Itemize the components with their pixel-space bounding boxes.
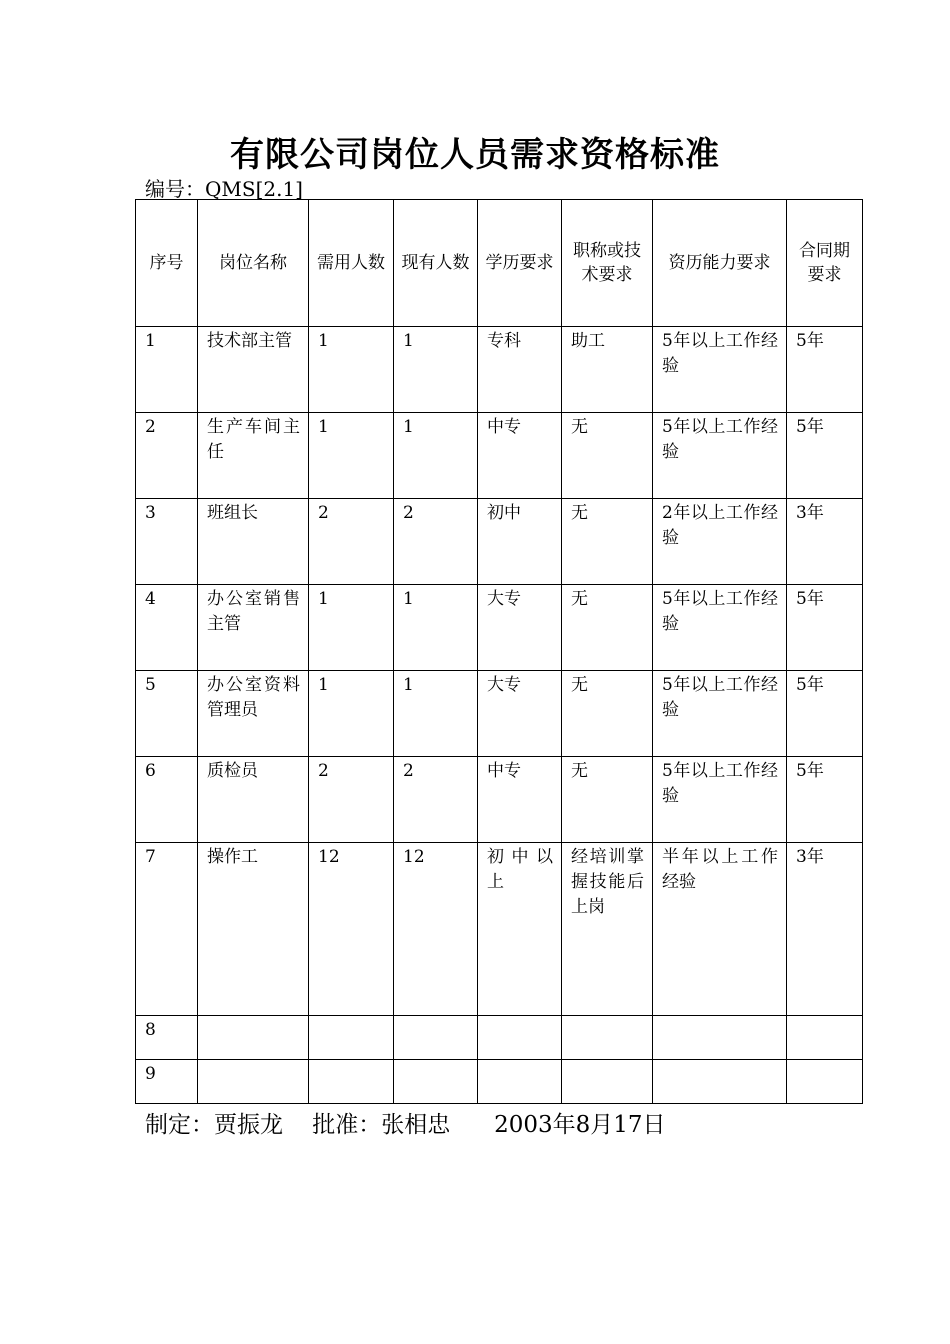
cell-education: 大专 — [478, 671, 562, 757]
cell-position: 质检员 — [198, 757, 309, 843]
cell-experience — [653, 1060, 787, 1104]
cell-required: 1 — [309, 413, 394, 499]
cell-required — [309, 1016, 394, 1060]
header-cell: 现有人数 — [394, 200, 478, 327]
cell-position: 办公室销售主管 — [198, 585, 309, 671]
cell-education: 专科 — [478, 327, 562, 413]
document-title: 有限公司岗位人员需求资格标准 — [230, 135, 720, 175]
table-row — [136, 499, 863, 585]
cell-experience: 5年以上工作经验 — [653, 413, 787, 499]
cell-contract: 3年 — [787, 843, 863, 1016]
table-row — [136, 1060, 863, 1104]
table-row — [136, 327, 863, 413]
cell-experience — [653, 1016, 787, 1060]
cell-experience: 半年以上工作经验 — [653, 843, 787, 1016]
cell-current: 2 — [394, 757, 478, 843]
cell-title — [562, 1060, 653, 1104]
table-header-row — [136, 200, 863, 327]
table-row — [136, 757, 863, 843]
cell-position: 技术部主管 — [198, 327, 309, 413]
cell-current: 1 — [394, 413, 478, 499]
cell-current: 2 — [394, 499, 478, 585]
cell-current: 12 — [394, 843, 478, 1016]
cell-position — [198, 1016, 309, 1060]
cell-index: 9 — [136, 1060, 198, 1104]
cell-index: 7 — [136, 843, 198, 1016]
cell-contract: 5年 — [787, 671, 863, 757]
signature-line: 制定：贾振龙 批准：张相忠 2003年8月17日 — [145, 1112, 666, 1138]
header-cell: 职称或技术要求 — [562, 200, 653, 327]
cell-education: 大专 — [478, 585, 562, 671]
cell-title: 无 — [562, 757, 653, 843]
cell-required: 2 — [309, 499, 394, 585]
cell-experience: 5年以上工作经验 — [653, 757, 787, 843]
cell-current: 1 — [394, 327, 478, 413]
cell-experience: 5年以上工作经验 — [653, 585, 787, 671]
cell-position: 班组长 — [198, 499, 309, 585]
cell-contract: 5年 — [787, 413, 863, 499]
cell-education — [478, 1016, 562, 1060]
cell-contract: 5年 — [787, 585, 863, 671]
cell-position: 办公室资料管理员 — [198, 671, 309, 757]
cell-education: 初中 — [478, 499, 562, 585]
cell-experience: 5年以上工作经验 — [653, 327, 787, 413]
cell-current: 1 — [394, 671, 478, 757]
cell-index: 5 — [136, 671, 198, 757]
cell-education: 中专 — [478, 757, 562, 843]
cell-title: 经培训掌握技能后上岗 — [562, 843, 653, 1016]
cell-required: 1 — [309, 671, 394, 757]
cell-title: 无 — [562, 585, 653, 671]
cell-position: 操作工 — [198, 843, 309, 1016]
cell-education — [478, 1060, 562, 1104]
cell-required: 1 — [309, 327, 394, 413]
table-row — [136, 843, 863, 1016]
cell-index: 6 — [136, 757, 198, 843]
cell-required: 12 — [309, 843, 394, 1016]
cell-position: 生产车间主任 — [198, 413, 309, 499]
cell-experience: 5年以上工作经验 — [653, 671, 787, 757]
cell-index: 4 — [136, 585, 198, 671]
cell-contract: 5年 — [787, 327, 863, 413]
cell-current — [394, 1060, 478, 1104]
cell-contract: 5年 — [787, 757, 863, 843]
cell-title: 无 — [562, 413, 653, 499]
header-cell: 序号 — [136, 200, 198, 327]
cell-position — [198, 1060, 309, 1104]
cell-education: 中专 — [478, 413, 562, 499]
table-row — [136, 413, 863, 499]
cell-title: 无 — [562, 671, 653, 757]
cell-contract: 3年 — [787, 499, 863, 585]
cell-index: 2 — [136, 413, 198, 499]
cell-index: 8 — [136, 1016, 198, 1060]
header-cell: 需用人数 — [309, 200, 394, 327]
cell-required: 1 — [309, 585, 394, 671]
cell-experience: 2年以上工作经验 — [653, 499, 787, 585]
cell-required — [309, 1060, 394, 1104]
cell-index: 1 — [136, 327, 198, 413]
document-number: 编号：QMS[2.1] — [145, 177, 303, 201]
header-cell: 学历要求 — [478, 200, 562, 327]
cell-current — [394, 1016, 478, 1060]
header-cell: 合同期要求 — [787, 200, 863, 327]
header-cell: 岗位名称 — [198, 200, 309, 327]
cell-index: 3 — [136, 499, 198, 585]
table-row — [136, 585, 863, 671]
cell-contract — [787, 1016, 863, 1060]
cell-education: 初中以上 — [478, 843, 562, 1016]
cell-contract — [787, 1060, 863, 1104]
cell-title: 助工 — [562, 327, 653, 413]
cell-current: 1 — [394, 585, 478, 671]
table-row — [136, 1016, 863, 1060]
requirements-table — [135, 199, 863, 1104]
table-row — [136, 671, 863, 757]
cell-required: 2 — [309, 757, 394, 843]
cell-title: 无 — [562, 499, 653, 585]
cell-title — [562, 1016, 653, 1060]
header-cell: 资历能力要求 — [653, 200, 787, 327]
